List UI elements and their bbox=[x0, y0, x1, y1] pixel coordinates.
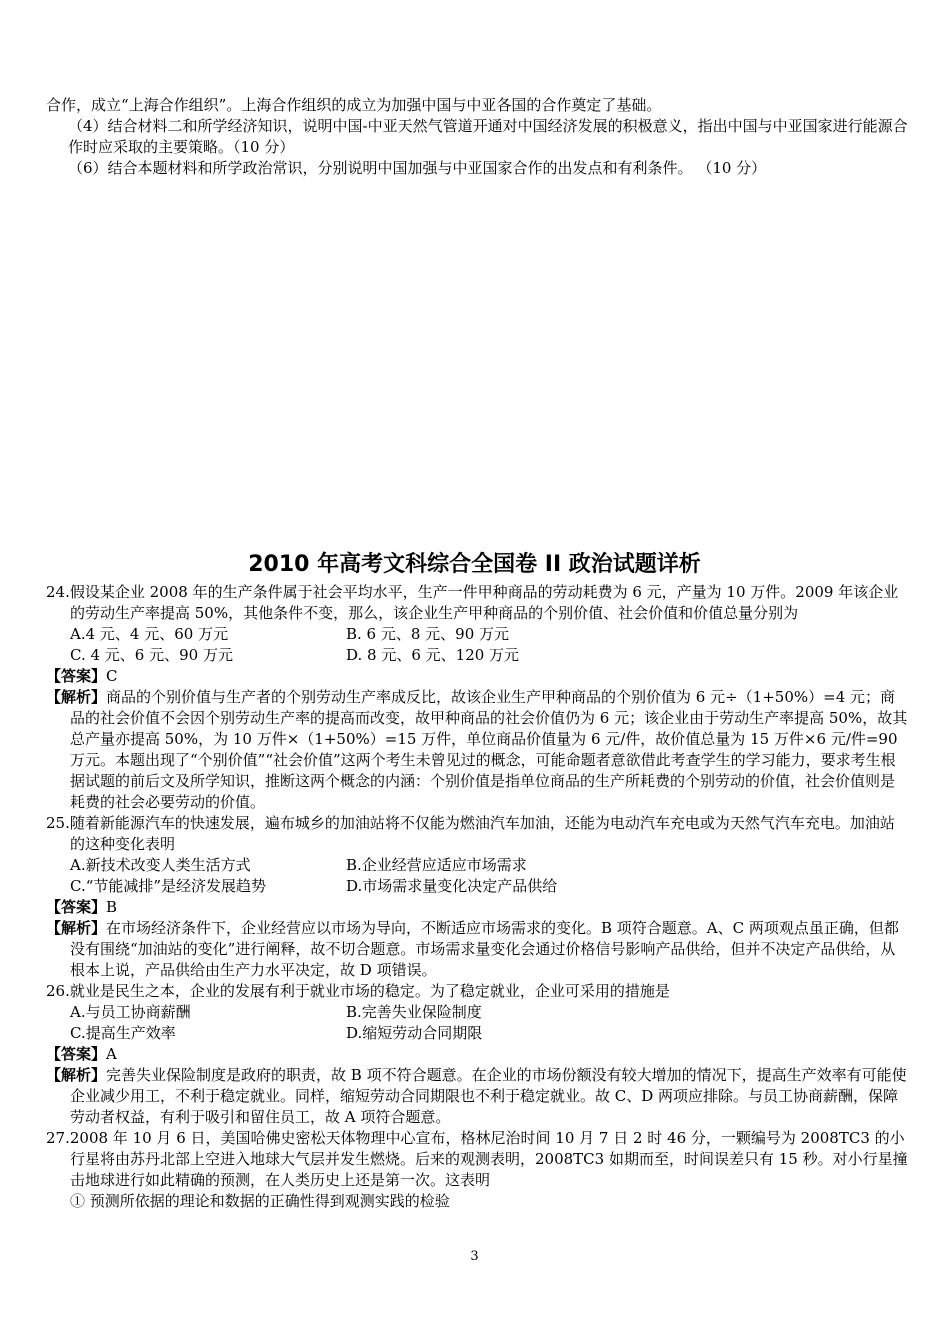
option-c: C. 4 元、6 元、90 万元 bbox=[70, 646, 233, 664]
option-a: A.与员工协商薪酬 bbox=[70, 1003, 191, 1021]
options-row bbox=[46, 876, 908, 897]
sub-question: （6）结合本题材料和所学政治常识，分别说明中国加强与中亚国家合作的出发点和有利条件。 （10 分） bbox=[68, 159, 767, 177]
analysis-text: 完善失业保险制度是政府的职责，故 B 项不符合题意。在企业的市场份额没有较大增加的情况下，提高生产效率有可能使企业减少用工，不利于稳定就业。同样，缩短劳动合同期限也不利于稳定就业。故 C、D 两项应排除。与员工协商薪酬，保障劳动者权益，有利于吸引和留住员工，故 A 项符合题意。 bbox=[70, 1066, 907, 1126]
options-row bbox=[46, 1023, 908, 1044]
analysis-paragraph bbox=[46, 687, 908, 813]
answer-value: A bbox=[106, 1045, 117, 1063]
analysis-paragraph bbox=[46, 918, 908, 981]
answer-line bbox=[46, 1044, 908, 1065]
option-b: B.完善失业保险制度 bbox=[346, 1003, 482, 1021]
answer-tag: 【答案】 bbox=[46, 1045, 107, 1063]
option-d: D. 8 元、6 元、120 万元 bbox=[346, 646, 520, 664]
answer-tag: 【答案】 bbox=[46, 898, 107, 916]
option-d: D.市场需求量变化决定产品供给 bbox=[346, 877, 558, 895]
analysis-paragraph bbox=[46, 1065, 908, 1128]
analysis-tag: 【解析】 bbox=[46, 919, 107, 937]
answer-value: B bbox=[106, 898, 118, 916]
answer-tag: 【答案】 bbox=[46, 667, 107, 685]
option-c: C.“节能减排”是经济发展趋势 bbox=[70, 877, 267, 895]
question-25-stem: 25.随着新能源汽车的快速发展，遍布城乡的加油站将不仅能为燃油汽车加油，还能为电动汽车充电或为天然气汽车充电。加油站的这种变化表明 bbox=[46, 814, 895, 853]
options-row bbox=[46, 1002, 908, 1023]
previous-question-tail bbox=[46, 95, 908, 179]
option-b: B.企业经营应适应市场需求 bbox=[346, 856, 527, 874]
question-27-stem: 27.2008 年 10 月 6 日，美国哈佛史密松天体物理中心宣布，格林尼治时间 10 月 7 日 2 时 46 分，一颗编号为 2008TC3 的小行星将由苏丹北部上空进入地球大气层并发生燃烧。后来的观测表明，2008TC3 如期而至，时间误差只有 15 秒。对小行星撞击地球进行如此精确的预测，在人类历史上还是第一次。这表明 bbox=[46, 1129, 908, 1189]
analysis-tag: 【解析】 bbox=[46, 1066, 107, 1084]
analysis-text: 在市场经济条件下，企业经营应以市场为导向，不断适应市场需求的变化。B 项符合题意。A、C 两项观点虽正确，但都没有围绕“加油站的变化”进行阐释，故不切合题意。市场需求量变化会通过价格信号影响产品供给，但并不决定产品供给，从根本上说，产品供给由生产力水平决定，故 D 项错误。 bbox=[70, 919, 899, 979]
page-title: 2010 年高考文科综合全国卷 II 政治试题详析 bbox=[248, 552, 701, 577]
option-d: D.缩短劳动合同期限 bbox=[346, 1024, 483, 1042]
options-row bbox=[46, 855, 908, 876]
answer-value: C bbox=[106, 667, 118, 685]
analysis-tag: 【解析】 bbox=[46, 688, 107, 706]
options-row bbox=[46, 624, 908, 645]
options-row bbox=[46, 645, 908, 666]
question-24-stem: 24.假设某企业 2008 年的生产条件属于社会平均水平，生产一件甲种商品的劳动耗费为 6 元，产量为 10 万件。2009 年该企业的劳动生产率提高 50%，其他条件不变，那么，该企业生产甲种商品的个别价值、社会价值和价值总量分别为 bbox=[46, 583, 899, 622]
material-text: 合作，成立“上海合作组织”。上海合作组织的成立为加强中国与中亚各国的合作奠定了基础。 bbox=[46, 96, 662, 114]
option-a: A.新技术改变人类生活方式 bbox=[70, 856, 251, 874]
answer-line bbox=[46, 666, 908, 687]
question-list bbox=[46, 582, 908, 1212]
option-a: A.4 元、4 元、60 万元 bbox=[70, 625, 229, 643]
answer-line bbox=[46, 897, 908, 918]
page-number: 3 bbox=[470, 1249, 479, 1264]
statement-item: ① 预测所依据的理论和数据的正确性得到观测实践的检验 bbox=[70, 1192, 450, 1210]
analysis-text: 商品的个别价值与生产者的个别劳动生产率成反比，故该企业生产甲种商品的个别价值为 6 元÷（1+50%）=4 元；商品的社会价值不会因个别劳动生产率的提高而改变，故甲种商品的社会价值仍为 6 元；该企业由于劳动生产率提高 50%，故其总产量亦提高 50%，为 10 万件×（1+50%）=15 万件，单位商品价值量为 6 元/件，故价值总量为 15 万件×6 元/件=90 万元。本题出现了“个别价值”“社会价值”这两个考生未曾见过的概念，可能命题者意欲借此考查学生的学习能力，要求考生根据试题的前后文及所学知识，推断这两个概念的内涵：个别价值是指单位商品的生产所耗费的个别劳动的价值，社会价值则是耗费的社会必要劳动的价值。 bbox=[70, 688, 908, 811]
sub-question: （4）结合材料二和所学经济知识，说明中国-中亚天然气管道开通对中国经济发展的积极意义，指出中国与中亚国家进行能源合作时应采取的主要策略。（10 分） bbox=[68, 117, 908, 156]
option-b: B. 6 元、8 元、90 万元 bbox=[346, 625, 510, 643]
option-c: C.提高生产效率 bbox=[70, 1024, 176, 1042]
question-26-stem: 26.就业是民生之本，企业的发展有利于就业市场的稳定。为了稳定就业，企业可采用的措施是 bbox=[46, 982, 670, 1000]
